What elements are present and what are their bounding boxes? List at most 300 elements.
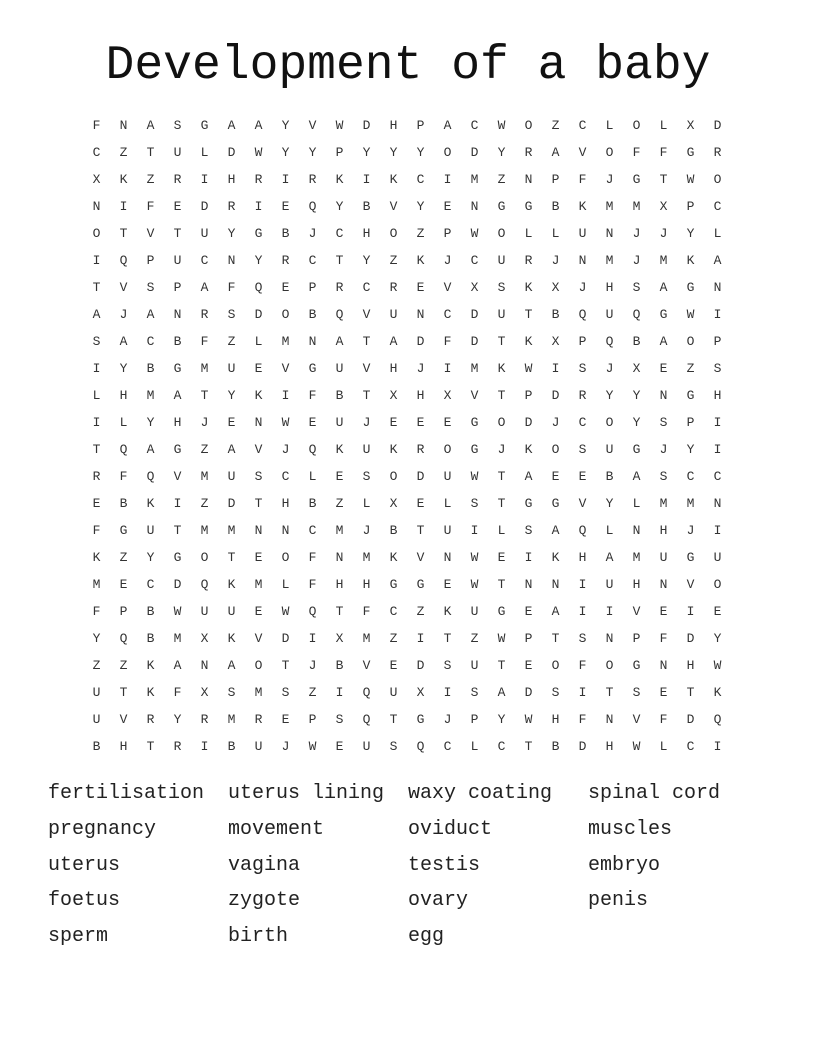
grid-letter[interactable]: T [524, 307, 533, 322]
grid-letter[interactable]: P [578, 334, 587, 349]
grid-letter[interactable]: Y [146, 550, 155, 565]
grid-letter[interactable]: Y [416, 145, 425, 160]
grid-letter[interactable]: E [227, 415, 236, 430]
grid-letter[interactable]: T [227, 550, 236, 565]
grid-letter[interactable]: C [686, 739, 695, 754]
grid-letter[interactable]: J [605, 361, 614, 376]
grid-letter[interactable]: L [659, 118, 668, 133]
grid-letter[interactable]: W [713, 658, 722, 673]
grid-letter[interactable]: T [659, 172, 668, 187]
grid-letter[interactable]: I [173, 496, 182, 511]
grid-letter[interactable]: L [254, 334, 263, 349]
grid-letter[interactable]: K [524, 442, 533, 457]
grid-letter[interactable]: G [524, 199, 533, 214]
grid-letter[interactable]: T [362, 334, 371, 349]
grid-letter[interactable]: F [308, 388, 317, 403]
grid-letter[interactable]: P [146, 253, 155, 268]
grid-letter[interactable]: A [443, 118, 452, 133]
grid-letter[interactable]: O [524, 118, 533, 133]
grid-letter[interactable]: E [416, 496, 425, 511]
grid-letter[interactable]: P [551, 172, 560, 187]
grid-letter[interactable]: W [524, 361, 533, 376]
grid-letter[interactable]: Y [362, 145, 371, 160]
grid-letter[interactable]: G [416, 712, 425, 727]
grid-letter[interactable]: P [470, 712, 479, 727]
grid-letter[interactable]: K [389, 172, 398, 187]
grid-letter[interactable]: U [362, 739, 371, 754]
grid-letter[interactable]: M [92, 577, 101, 592]
grid-letter[interactable]: B [146, 361, 155, 376]
grid-letter[interactable]: T [281, 658, 290, 673]
grid-letter[interactable]: G [470, 442, 479, 457]
grid-letter[interactable]: P [713, 334, 722, 349]
grid-letter[interactable]: C [686, 469, 695, 484]
grid-letter[interactable]: C [281, 469, 290, 484]
grid-letter[interactable]: A [713, 253, 722, 268]
grid-letter[interactable]: W [470, 469, 479, 484]
grid-letter[interactable]: S [578, 442, 587, 457]
grid-letter[interactable]: K [578, 199, 587, 214]
grid-letter[interactable]: I [281, 388, 290, 403]
grid-letter[interactable]: A [389, 334, 398, 349]
grid-letter[interactable]: A [524, 469, 533, 484]
grid-letter[interactable]: C [362, 280, 371, 295]
grid-letter[interactable]: C [146, 334, 155, 349]
grid-letter[interactable]: K [92, 550, 101, 565]
grid-letter[interactable]: Z [551, 118, 560, 133]
grid-letter[interactable]: T [497, 469, 506, 484]
grid-letter[interactable]: X [551, 280, 560, 295]
grid-letter[interactable]: C [713, 199, 722, 214]
grid-letter[interactable]: N [308, 334, 317, 349]
grid-letter[interactable]: E [119, 577, 128, 592]
grid-letter[interactable]: X [200, 631, 209, 646]
grid-letter[interactable]: A [173, 658, 182, 673]
grid-letter[interactable]: J [443, 253, 452, 268]
grid-letter[interactable]: U [227, 361, 236, 376]
grid-letter[interactable]: V [254, 442, 263, 457]
grid-letter[interactable]: T [173, 523, 182, 538]
grid-letter[interactable]: G [686, 145, 695, 160]
grid-letter[interactable]: W [254, 145, 263, 160]
grid-letter[interactable]: U [92, 685, 101, 700]
grid-letter[interactable]: D [686, 712, 695, 727]
grid-letter[interactable]: S [362, 469, 371, 484]
grid-letter[interactable]: F [578, 712, 587, 727]
grid-letter[interactable]: K [416, 253, 425, 268]
grid-letter[interactable]: V [254, 631, 263, 646]
grid-letter[interactable]: V [632, 712, 641, 727]
grid-letter[interactable]: U [605, 442, 614, 457]
grid-letter[interactable]: S [227, 685, 236, 700]
grid-letter[interactable]: W [686, 172, 695, 187]
grid-letter[interactable]: K [335, 172, 344, 187]
grid-letter[interactable]: A [227, 118, 236, 133]
grid-letter[interactable]: O [389, 226, 398, 241]
grid-letter[interactable]: M [227, 523, 236, 538]
grid-letter[interactable]: U [389, 307, 398, 322]
grid-letter[interactable]: W [470, 577, 479, 592]
grid-letter[interactable]: J [659, 442, 668, 457]
grid-letter[interactable]: X [200, 685, 209, 700]
grid-letter[interactable]: Q [713, 712, 722, 727]
grid-letter[interactable]: K [227, 631, 236, 646]
grid-letter[interactable]: X [551, 334, 560, 349]
grid-letter[interactable]: U [254, 739, 263, 754]
grid-letter[interactable]: Q [308, 442, 317, 457]
grid-letter[interactable]: A [335, 334, 344, 349]
grid-letter[interactable]: D [281, 631, 290, 646]
grid-letter[interactable]: S [713, 361, 722, 376]
grid-letter[interactable]: F [92, 118, 101, 133]
grid-letter[interactable]: U [92, 712, 101, 727]
grid-letter[interactable]: L [497, 523, 506, 538]
grid-letter[interactable]: E [578, 469, 587, 484]
grid-letter[interactable]: J [119, 307, 128, 322]
grid-letter[interactable]: Y [227, 388, 236, 403]
grid-letter[interactable]: Q [578, 523, 587, 538]
grid-letter[interactable]: I [200, 172, 209, 187]
grid-letter[interactable]: C [578, 415, 587, 430]
grid-letter[interactable]: D [416, 658, 425, 673]
grid-letter[interactable]: P [416, 118, 425, 133]
grid-letter[interactable]: M [200, 361, 209, 376]
grid-letter[interactable]: Z [686, 361, 695, 376]
grid-letter[interactable]: B [551, 199, 560, 214]
grid-letter[interactable]: I [578, 577, 587, 592]
grid-letter[interactable]: P [524, 388, 533, 403]
grid-letter[interactable]: U [659, 550, 668, 565]
grid-letter[interactable]: M [659, 253, 668, 268]
grid-letter[interactable]: F [227, 280, 236, 295]
grid-letter[interactable]: T [119, 226, 128, 241]
grid-letter[interactable]: B [281, 226, 290, 241]
grid-letter[interactable]: A [227, 442, 236, 457]
grid-letter[interactable]: B [173, 334, 182, 349]
grid-letter[interactable]: Q [605, 334, 614, 349]
grid-letter[interactable]: U [605, 577, 614, 592]
grid-letter[interactable]: U [497, 307, 506, 322]
grid-letter[interactable]: C [443, 307, 452, 322]
grid-letter[interactable]: D [416, 334, 425, 349]
grid-letter[interactable]: E [308, 415, 317, 430]
grid-letter[interactable]: D [713, 118, 722, 133]
grid-letter[interactable]: Y [497, 145, 506, 160]
grid-letter[interactable]: H [659, 523, 668, 538]
grid-letter[interactable]: L [605, 523, 614, 538]
grid-letter[interactable]: G [551, 496, 560, 511]
grid-letter[interactable]: C [335, 226, 344, 241]
grid-letter[interactable]: V [443, 280, 452, 295]
grid-letter[interactable]: L [470, 739, 479, 754]
grid-letter[interactable]: C [470, 118, 479, 133]
grid-letter[interactable]: U [173, 145, 182, 160]
grid-letter[interactable]: V [146, 226, 155, 241]
grid-letter[interactable]: V [389, 199, 398, 214]
grid-letter[interactable]: E [713, 604, 722, 619]
grid-letter[interactable]: H [227, 172, 236, 187]
grid-letter[interactable]: K [227, 577, 236, 592]
grid-letter[interactable]: B [227, 739, 236, 754]
grid-letter[interactable]: L [362, 496, 371, 511]
grid-letter[interactable]: E [443, 415, 452, 430]
grid-letter[interactable]: F [308, 577, 317, 592]
grid-letter[interactable]: T [551, 631, 560, 646]
grid-letter[interactable]: V [308, 118, 317, 133]
grid-letter[interactable]: F [659, 631, 668, 646]
grid-letter[interactable]: K [389, 442, 398, 457]
grid-letter[interactable]: I [443, 685, 452, 700]
grid-letter[interactable]: M [362, 631, 371, 646]
grid-letter[interactable]: Y [632, 415, 641, 430]
grid-letter[interactable]: D [686, 631, 695, 646]
grid-letter[interactable]: I [578, 604, 587, 619]
grid-letter[interactable]: R [254, 712, 263, 727]
grid-letter[interactable]: V [362, 307, 371, 322]
grid-letter[interactable]: U [146, 523, 155, 538]
grid-letter[interactable]: L [119, 415, 128, 430]
grid-letter[interactable]: R [200, 712, 209, 727]
grid-letter[interactable]: K [443, 604, 452, 619]
grid-letter[interactable]: E [659, 604, 668, 619]
grid-letter[interactable]: L [713, 226, 722, 241]
grid-letter[interactable]: D [227, 145, 236, 160]
grid-letter[interactable]: P [686, 199, 695, 214]
grid-letter[interactable]: W [173, 604, 182, 619]
grid-letter[interactable]: R [335, 280, 344, 295]
grid-letter[interactable]: Y [173, 712, 182, 727]
grid-letter[interactable]: U [443, 469, 452, 484]
grid-letter[interactable]: M [254, 577, 263, 592]
grid-letter[interactable]: G [632, 442, 641, 457]
grid-letter[interactable]: H [416, 388, 425, 403]
grid-letter[interactable]: U [362, 442, 371, 457]
grid-letter[interactable]: V [470, 388, 479, 403]
grid-letter[interactable]: Z [389, 253, 398, 268]
grid-letter[interactable]: P [308, 280, 317, 295]
grid-letter[interactable]: J [632, 253, 641, 268]
grid-letter[interactable]: N [443, 550, 452, 565]
grid-letter[interactable]: T [686, 685, 695, 700]
grid-letter[interactable]: Y [92, 631, 101, 646]
grid-letter[interactable]: X [686, 118, 695, 133]
grid-letter[interactable]: Y [308, 145, 317, 160]
grid-letter[interactable]: Y [227, 226, 236, 241]
grid-letter[interactable]: Q [308, 199, 317, 214]
grid-letter[interactable]: I [443, 361, 452, 376]
grid-letter[interactable]: N [605, 631, 614, 646]
grid-letter[interactable]: O [497, 415, 506, 430]
grid-letter[interactable]: A [146, 307, 155, 322]
grid-letter[interactable]: L [281, 577, 290, 592]
grid-letter[interactable]: E [659, 685, 668, 700]
grid-letter[interactable]: V [416, 550, 425, 565]
grid-letter[interactable]: X [632, 361, 641, 376]
grid-letter[interactable]: L [659, 739, 668, 754]
grid-letter[interactable]: E [335, 739, 344, 754]
grid-letter[interactable]: J [281, 442, 290, 457]
grid-letter[interactable]: T [497, 334, 506, 349]
grid-letter[interactable]: T [254, 496, 263, 511]
grid-letter[interactable]: I [578, 685, 587, 700]
grid-letter[interactable]: T [497, 388, 506, 403]
grid-letter[interactable]: H [686, 658, 695, 673]
grid-letter[interactable]: V [578, 145, 587, 160]
grid-letter[interactable]: T [92, 442, 101, 457]
grid-letter[interactable]: L [92, 388, 101, 403]
grid-letter[interactable]: W [470, 550, 479, 565]
grid-letter[interactable]: E [659, 361, 668, 376]
grid-letter[interactable]: E [389, 415, 398, 430]
grid-letter[interactable]: T [146, 145, 155, 160]
grid-letter[interactable]: F [578, 658, 587, 673]
grid-letter[interactable]: T [443, 631, 452, 646]
grid-letter[interactable]: O [713, 172, 722, 187]
grid-letter[interactable]: K [524, 280, 533, 295]
grid-letter[interactable]: U [200, 226, 209, 241]
grid-letter[interactable]: N [551, 577, 560, 592]
grid-letter[interactable]: K [146, 658, 155, 673]
grid-letter[interactable]: S [659, 415, 668, 430]
grid-letter[interactable]: U [713, 550, 722, 565]
grid-letter[interactable]: J [443, 712, 452, 727]
grid-letter[interactable]: Y [281, 118, 290, 133]
grid-letter[interactable]: Q [200, 577, 209, 592]
grid-letter[interactable]: T [119, 685, 128, 700]
grid-letter[interactable]: P [308, 712, 317, 727]
grid-letter[interactable]: N [605, 226, 614, 241]
grid-letter[interactable]: G [632, 658, 641, 673]
grid-letter[interactable]: X [659, 199, 668, 214]
grid-letter[interactable]: D [416, 469, 425, 484]
grid-letter[interactable]: J [578, 280, 587, 295]
grid-letter[interactable]: N [470, 199, 479, 214]
grid-letter[interactable]: Q [335, 307, 344, 322]
grid-letter[interactable]: E [389, 658, 398, 673]
grid-letter[interactable]: S [146, 280, 155, 295]
grid-letter[interactable]: H [551, 712, 560, 727]
grid-letter[interactable]: N [254, 415, 263, 430]
grid-letter[interactable]: I [605, 604, 614, 619]
grid-letter[interactable]: L [443, 496, 452, 511]
grid-letter[interactable]: L [605, 118, 614, 133]
grid-letter[interactable]: Z [119, 658, 128, 673]
grid-letter[interactable]: I [254, 199, 263, 214]
grid-letter[interactable]: D [578, 739, 587, 754]
grid-letter[interactable]: M [470, 361, 479, 376]
grid-letter[interactable]: X [92, 172, 101, 187]
grid-letter[interactable]: S [92, 334, 101, 349]
grid-letter[interactable]: R [524, 145, 533, 160]
grid-letter[interactable]: W [308, 739, 317, 754]
grid-letter[interactable]: E [281, 712, 290, 727]
grid-letter[interactable]: M [659, 496, 668, 511]
grid-letter[interactable]: K [497, 361, 506, 376]
grid-letter[interactable]: F [659, 712, 668, 727]
grid-letter[interactable]: E [551, 469, 560, 484]
grid-letter[interactable]: E [92, 496, 101, 511]
grid-letter[interactable]: D [227, 496, 236, 511]
grid-letter[interactable]: B [335, 388, 344, 403]
grid-letter[interactable]: N [713, 496, 722, 511]
grid-letter[interactable]: S [173, 118, 182, 133]
grid-letter[interactable]: E [416, 280, 425, 295]
grid-letter[interactable]: Y [497, 712, 506, 727]
grid-letter[interactable]: R [389, 280, 398, 295]
grid-letter[interactable]: Y [389, 145, 398, 160]
grid-letter[interactable]: F [443, 334, 452, 349]
grid-letter[interactable]: L [308, 469, 317, 484]
grid-letter[interactable]: G [524, 496, 533, 511]
grid-letter[interactable]: N [659, 658, 668, 673]
grid-letter[interactable]: M [200, 469, 209, 484]
grid-letter[interactable]: P [443, 226, 452, 241]
grid-letter[interactable]: V [173, 469, 182, 484]
grid-letter[interactable]: Q [632, 307, 641, 322]
grid-letter[interactable]: F [173, 685, 182, 700]
grid-letter[interactable]: A [632, 469, 641, 484]
grid-letter[interactable]: T [92, 280, 101, 295]
grid-letter[interactable]: G [416, 577, 425, 592]
grid-letter[interactable]: H [119, 739, 128, 754]
grid-letter[interactable]: S [551, 685, 560, 700]
grid-letter[interactable]: Q [254, 280, 263, 295]
grid-letter[interactable]: B [146, 604, 155, 619]
grid-letter[interactable]: B [632, 334, 641, 349]
grid-letter[interactable]: M [281, 334, 290, 349]
grid-letter[interactable]: Q [362, 685, 371, 700]
grid-letter[interactable]: W [497, 118, 506, 133]
grid-letter[interactable]: T [416, 523, 425, 538]
grid-letter[interactable]: E [281, 199, 290, 214]
grid-letter[interactable]: S [470, 685, 479, 700]
grid-letter[interactable]: J [605, 172, 614, 187]
grid-letter[interactable]: F [362, 604, 371, 619]
grid-letter[interactable]: C [497, 739, 506, 754]
grid-letter[interactable]: N [524, 577, 533, 592]
grid-letter[interactable]: F [578, 172, 587, 187]
grid-letter[interactable]: J [362, 415, 371, 430]
grid-letter[interactable]: M [200, 523, 209, 538]
grid-letter[interactable]: G [470, 415, 479, 430]
grid-letter[interactable]: O [605, 658, 614, 673]
grid-letter[interactable]: O [686, 334, 695, 349]
grid-letter[interactable]: N [119, 118, 128, 133]
grid-letter[interactable]: U [470, 604, 479, 619]
grid-letter[interactable]: W [470, 226, 479, 241]
grid-letter[interactable]: H [605, 739, 614, 754]
grid-letter[interactable]: V [362, 361, 371, 376]
grid-letter[interactable]: A [551, 604, 560, 619]
grid-letter[interactable]: Z [308, 685, 317, 700]
grid-letter[interactable]: M [470, 172, 479, 187]
grid-letter[interactable]: Y [605, 388, 614, 403]
grid-letter[interactable]: Y [146, 415, 155, 430]
grid-letter[interactable]: P [119, 604, 128, 619]
grid-letter[interactable]: P [173, 280, 182, 295]
grid-letter[interactable]: G [497, 199, 506, 214]
grid-letter[interactable]: M [605, 253, 614, 268]
grid-letter[interactable]: I [416, 631, 425, 646]
grid-letter[interactable]: E [524, 658, 533, 673]
grid-letter[interactable]: B [335, 658, 344, 673]
grid-letter[interactable]: I [713, 307, 722, 322]
grid-letter[interactable]: Z [119, 550, 128, 565]
grid-letter[interactable]: C [578, 118, 587, 133]
grid-letter[interactable]: B [308, 496, 317, 511]
grid-letter[interactable]: A [497, 685, 506, 700]
grid-letter[interactable]: N [173, 307, 182, 322]
